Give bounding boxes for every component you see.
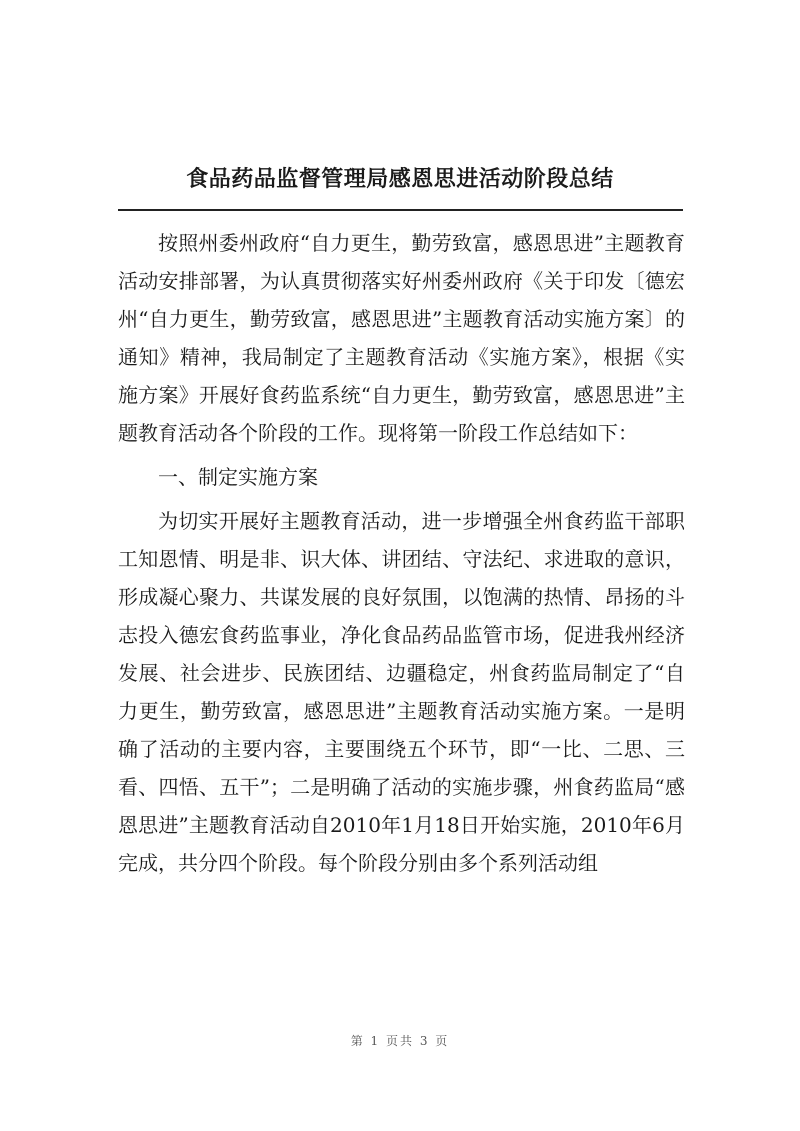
- intro-paragraph: 按照州委州政府“自力更生，勤劳致富，感恩思进”主题教育活动安排部署，为认真贯彻落实好州委州政府《关于印发〔德宏州“自力更生，勤劳致富，感恩思进”主题教育活动实施方案〕的通知》精神，我局制定了主题教育活动《实施方案》，根据《实施方案》开展好食药监系统“自力更生，勤劳致富，感恩思进”主题教育活动各个阶段的工作。现将第一阶段工作总结如下：: [118, 231, 685, 445]
- title-divider: [118, 209, 683, 211]
- document-title: 食品药品监督管理局感恩思进活动阶段总结: [186, 166, 614, 192]
- document-body: [118, 224, 685, 888]
- body-paragraph: 为切实开展好主题教育活动，进一步增强全州食药监干部职工知恩情、明是非、识大体、讲团结、守法纪、求进取的意识，形成凝心聚力、共谋发展的良好氛围，以饱满的热情、昂扬的斗志投入德宏食药监事业，净化食品药品监管市场，促进我州经济发展、社会进步、民族团结、边疆稳定，州食药监局制定了“自力更生，勤劳致富，感恩思进”主题教育活动实施方案。一是明确了活动的主要内容，主要围绕五个环节，即“一比、二思、三看、四悟、五干”；二是明确了活动的实施步骤，州食药监局“感恩思进”主题教育活动自2010年1月18日开始实施，2010年6月完成，共分四个阶段。每个阶段分别由多个系列活动组: [118, 509, 685, 875]
- section-heading: 一、制定实施方案: [158, 465, 318, 489]
- page-footer: 第 1 页共 3 页: [350, 1034, 450, 1048]
